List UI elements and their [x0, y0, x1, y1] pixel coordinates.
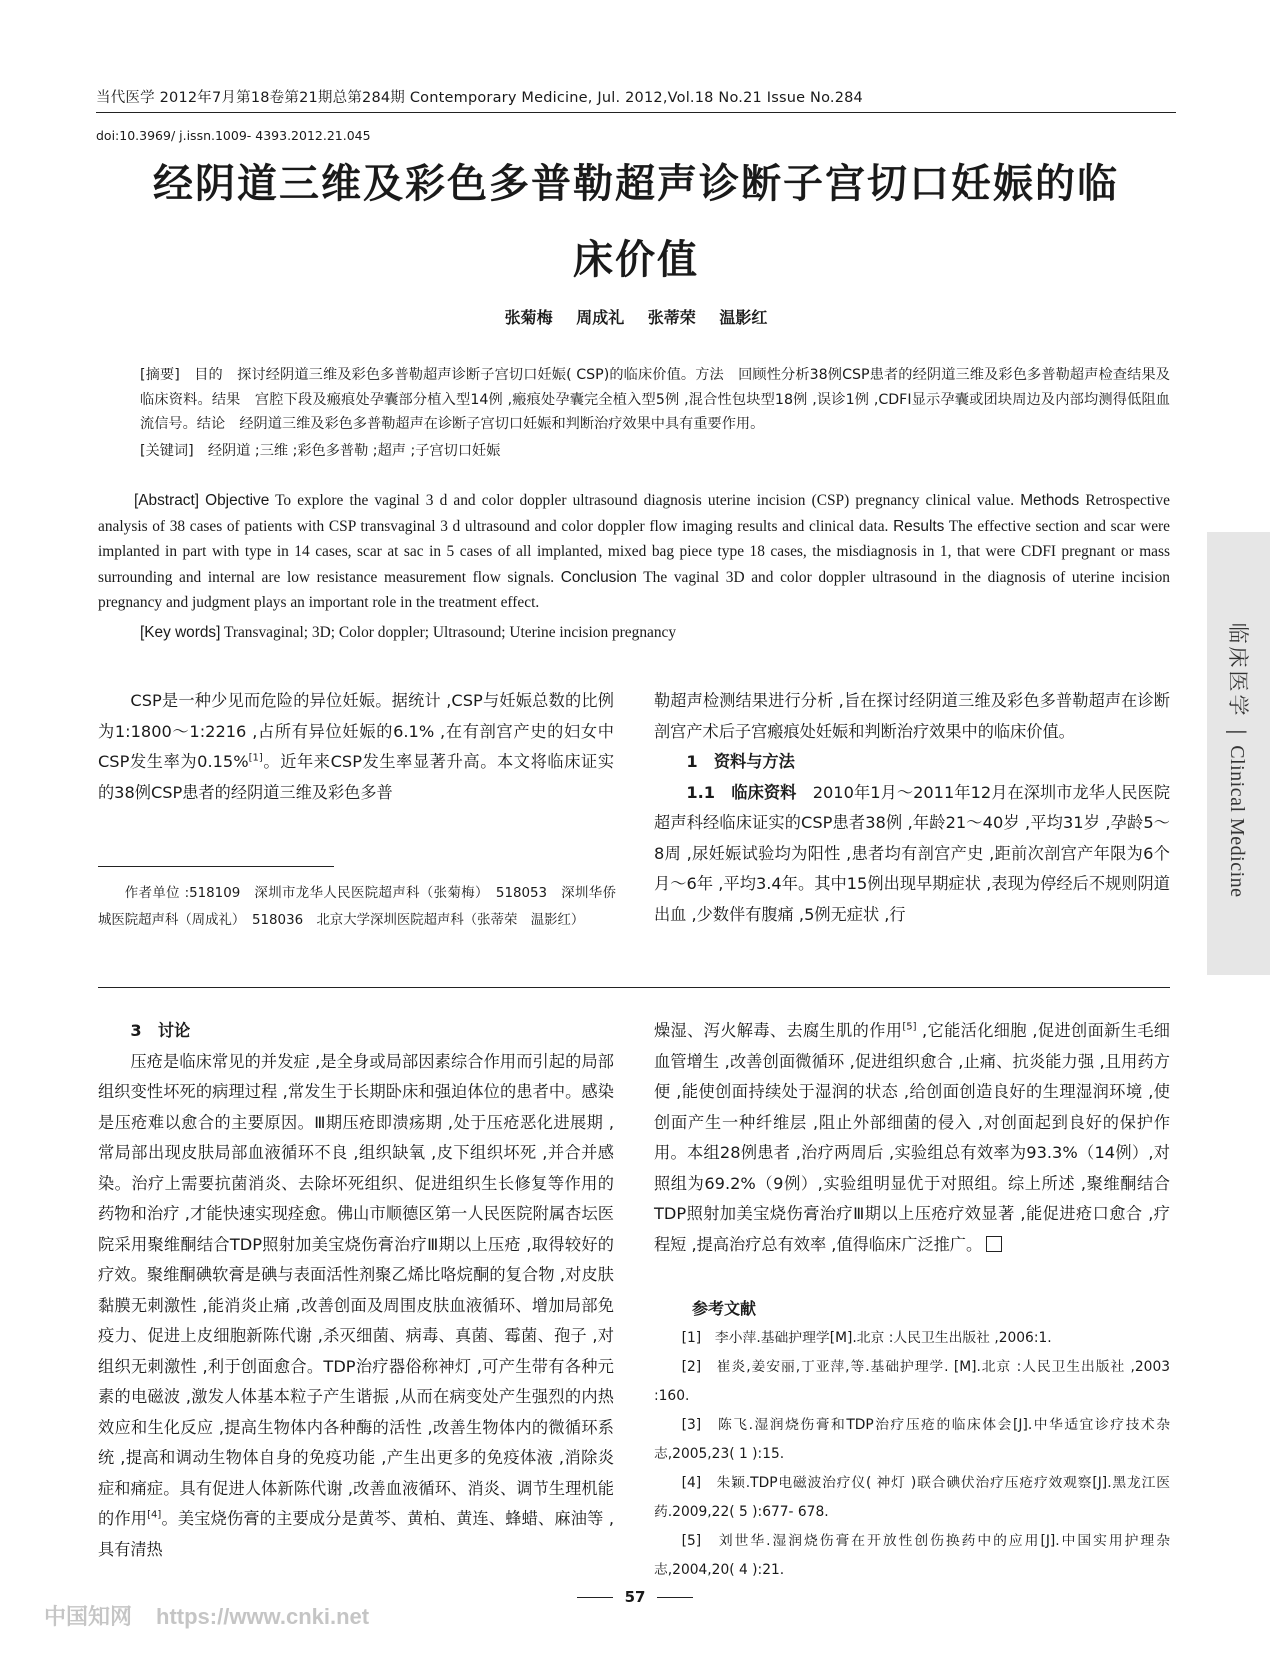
reference-item: [2] 崔炎,姜安丽,丁亚萍,等.基础护理学. [M].北京 :人民卫生出版社 ,2003 :160. — [654, 1359, 1170, 1404]
section-3-heading: 3 讨论 — [130, 1021, 191, 1040]
intro-text-a: CSP是一种少见而危险的异位妊娠。据统计 ,CSP与妊娠总数的比例为1:1800～1:2216 ,占所有异位妊娠的6.1% ,在有剖宫产史的妇女中CSP发生率为0.15% — [98, 691, 614, 771]
subsection-1-1-text: 2010年1月～2011年12月在深圳市龙华人民医院超声科经临床证实的CSP患者38例 ,年龄21～40岁 ,平均31岁 ,孕龄5～8周 ,尿妊娠试验均为阳性 ,患者均有剖宫产史 ,距前次剖宫产年限为6个月～6年 ,平均3.4年。其中15例出现早期症状 ,表现为停经后不规则阴道出血 ,少数伴有腹痛 ,5例无症状 ,行 — [654, 782, 1171, 924]
keywords-en-label: [Key words] — [140, 624, 221, 641]
discussion-text-a: 压疮是临床常见的并发症 ,是全身或局部因素综合作用而引起的局部组织变性坏死的病理过程 ,常发生于长期卧床和强迫体位的患者中。感染是压疮难以愈合的主要原因。Ⅲ期压疮即溃疡期 ,处于压疮恶化进展期 ,常局部出现皮肤局部血液循环不良 ,组织缺氧 ,皮下组织坏死 ,并合并感染。治疗上需要抗菌消炎、去除坏死组织、促进组织生长修复等作用的药物和治疗 ,才能快速实现痊愈。佛山市顺德区第一人民医院附属杏坛医院采用聚维酮结合TDP照射加美宝烧伤膏治疗Ⅲ期以上压疮 ,取得较好的疗效。聚维酮碘软膏是碘与表面活性剂聚乙烯比咯烷酮的复合物 ,对皮肤黏膜无刺激性 ,能消炎止痛 ,改善创面及周围皮肤血液循环、增加局部免疫力、促进上皮细胞新陈代谢 ,杀灭细菌、病毒、真菌、霉菌、孢子 ,对组织无刺激性 ,利于创面愈合。TDP治疗器俗称神灯 ,可产生带有各种元素的电磁波 ,激发人体基本粒子产生谐振 ,从而在病变处产生强烈的内热效应和生化反应 ,提高生物体内各种酶的活性 ,改善生物体内的微循环系统 ,提高和调动生物体自身的免疫功能 ,产生出更多的免疫体液 ,消除炎症和痛症。具有促进人体新陈代谢 ,改善血液循环、消炎、调节生理机能的作用 — [98, 1051, 614, 1528]
journal-header: 当代医学 2012年7月第18卷第21期总第284期 Contemporary Medicine, Jul. 2012,Vol.18 No.21 Issue No.284 — [96, 90, 863, 106]
intro-continued: 勒超声检测结果进行分析 ,旨在探讨经阴道三维及彩色多普勒超声在诊断剖宫产术后子宫瘢痕处妊娠和判断治疗效果中的临床价值。 — [654, 691, 1170, 741]
keywords-en — [140, 620, 1170, 646]
section-side-label — [1207, 560, 1270, 960]
abstract-en-method: Retrospective analysis of 38 cases of patients with CSP transvaginal 3 d ultrasound and color doppler flow imaging results and clinical data. — [98, 492, 1170, 535]
abstract-en-objective: To explore the vaginal 3 d and color doppler ultrasound diagnosis uterine incision (CSP) pregnancy clinical value. — [275, 492, 1015, 509]
page-number-text: 57 — [624, 1588, 646, 1606]
abstract-en-result-label: Results — [893, 517, 945, 535]
doi: doi:10.3969/ j.issn.1009- 4393.2012.21.045 — [96, 128, 371, 143]
body-lower-left — [98, 1016, 614, 1565]
citation-4: [4] — [147, 1509, 162, 1521]
title-line-1: 经阴道三维及彩色多普勒超声诊断子宫切口妊娠的临 — [153, 161, 1119, 207]
abstract-cn-conclusion: 经阴道三维及彩色多普勒超声在诊断子宫切口妊娠和判断治疗效果中具有重要作用。 — [239, 416, 765, 432]
abstract-cn-conclusion-label: 结论 — [196, 416, 226, 432]
keywords-en-text: Transvaginal; 3D; Color doppler; Ultrasound; Uterine incision pregnancy — [223, 624, 677, 641]
abstract-en-conclusion: The vaginal 3D and color doppler ultrasound in the diagnosis of uterine incision pregnancy and judgment plays an important role in the treatment effect. — [98, 568, 1170, 611]
abstract-cn — [140, 363, 1170, 437]
article-title — [96, 146, 1176, 298]
body-lower-right — [654, 1016, 1170, 1260]
page-number — [540, 1588, 730, 1606]
section-1-heading: 1 资料与方法 — [686, 752, 795, 771]
abstract-cn-objective-label: 目的 — [194, 367, 223, 383]
keywords-cn — [140, 439, 1170, 464]
authors: 张菊梅 周成礼 张蒂荣 温影红 — [504, 308, 768, 327]
abstract-cn-objective: 探讨经阴道三维及彩色多普勒超声诊断子宫切口妊娠( CSP)的临床价值。 — [237, 367, 696, 383]
discussion-paragraph — [98, 1047, 614, 1566]
discussion-cont-b: ,它能活化细胞 ,促进创面新生毛细血管增生 ,改善创面微循环 ,促进组织愈合 ,止痛、抗炎能力强 ,且用药方便 ,能使创面持续处于湿润的状态 ,给创面创造良好的生理湿润环境 ,使创面产生一种纤维层 ,阻止外部细菌的侵入 ,对创面起到良好的保护作用。本组28例患者 ,治疗两周后 ,实验组总有效率为93.3%（14例）,对照组为69.2%（9例）,实验组明显优于对照组。综上所述 ,聚维酮结合TDP照射加美宝烧伤膏治疗Ⅲ期以上压疮疗效显著 ,能促进疮口愈合 ,疗程短 ,提高治疗总有效率 ,值得临床广泛推广。 — [654, 1021, 1170, 1254]
body-upper-left — [98, 686, 614, 808]
reference-item: [4] 朱颖.TDP电磁波治疗仪( 神灯 )联合碘伏治疗压疮疗效观察[J].黑龙江医药.2009,22( 5 ):677- 678. — [654, 1475, 1170, 1520]
references-title: 参考文献 — [692, 1299, 757, 1318]
abstract-en-label: [Abstract] — [134, 492, 200, 509]
abstract-cn-result: 宫腔下段及瘢痕处孕囊部分植入型14例 ,瘢痕处孕囊完全植入型5例 ,混合性包块型18例 ,误诊1例 ,CDFI显示孕囊或团块周边及内部均测得低阻血流信号。 — [140, 391, 1170, 432]
references-list — [654, 1324, 1170, 1585]
citation-1: [1] — [248, 752, 263, 764]
subsection-1-1-label: 1.1 临床资料 — [686, 782, 797, 802]
abstract-cn-result-label: 结果 — [211, 391, 241, 408]
watermark-cn: 中国知网 — [44, 1605, 133, 1630]
header-divider — [96, 112, 1176, 113]
discussion-text-b: 。美宝烧伤膏的主要成分是黄芩、黄柏、黄连、蜂蜡、麻油等 ,具有清热 — [98, 1509, 615, 1559]
watermark-url[interactable]: https://www.cnki.net — [156, 1604, 370, 1629]
discussion-continued — [654, 1016, 1170, 1260]
reference-item: [5] 刘世华.湿润烧伤膏在开放性创伤换药中的应用[J].中国实用护理杂志,2004,20( 4 ):21. — [654, 1533, 1170, 1578]
end-of-article-mark — [986, 1236, 1002, 1252]
side-tab-en: Clinical Medicine — [1225, 745, 1248, 898]
title-line-2: 床价值 — [573, 237, 699, 283]
abstract-cn-method: 回顾性分析38例CSP患者的经阴道三维及彩色多普勒超声检查结果及临床资料。 — [140, 367, 1170, 408]
discussion-cont-a: 燥湿、泻火解毒、去腐生肌的作用 — [654, 1021, 903, 1040]
intro-text-b: 。近年来CSP发生率显著升高。本文将临床证实的38例CSP患者的经阴道三维及彩色多普 — [98, 752, 615, 802]
author-affiliation-footnote — [98, 880, 616, 934]
footnote-text: 作者单位 :518109 深圳市龙华人民医院超声科（张菊梅） 518053 深圳华侨城医院超声科（周成礼） 518036 北京大学深圳医院超声科（张蒂荣 温影红） — [98, 886, 616, 928]
keywords-cn-text: 经阴道 ;三维 ;彩色多普勒 ;超声 ;子宫切口妊娠 — [207, 443, 501, 459]
reference-item: [3] 陈飞.湿润烧伤膏和TDP治疗压疮的临床体会[J].中华适宜诊疗技术杂志,2005,23( 1 ):15. — [654, 1417, 1170, 1462]
keywords-cn-label: [关键词] — [140, 443, 194, 459]
section-1-1 — [654, 778, 1170, 931]
footnote-divider — [98, 866, 334, 867]
cnki-watermark — [44, 1600, 369, 1631]
abstract-en-conclusion-label: Conclusion — [560, 568, 637, 586]
abstract-cn-label: [摘要] — [140, 367, 180, 383]
abstract-en-result: The effective section and scar were implanted in part with type in 14 cases, scar at sac in 5 cases of all implanted, mixed bag piece type 18 cases, the misdiagnosis in 1, that were CDFI pregnant or mass surrounding and internal are low resistance measurement flow signals. — [98, 517, 1170, 586]
abstract-cn-method-label: 方法 — [695, 367, 724, 383]
side-tab-separator: | — [1225, 728, 1250, 736]
abstract-en-objective-label: Objective — [205, 492, 270, 509]
intro-paragraph — [98, 686, 614, 808]
body-upper-right — [654, 686, 1170, 930]
abstract-en — [98, 488, 1170, 616]
reference-item: [1] 李小萍.基础护理学[M].北京 :人民卫生出版社 ,2006:1. — [681, 1330, 1052, 1346]
abstract-en-method-label: Methods — [1020, 492, 1080, 509]
side-tab-cn: 临床医学 — [1225, 622, 1250, 719]
citation-5: [5] — [902, 1021, 917, 1033]
section-divider — [98, 987, 1170, 988]
